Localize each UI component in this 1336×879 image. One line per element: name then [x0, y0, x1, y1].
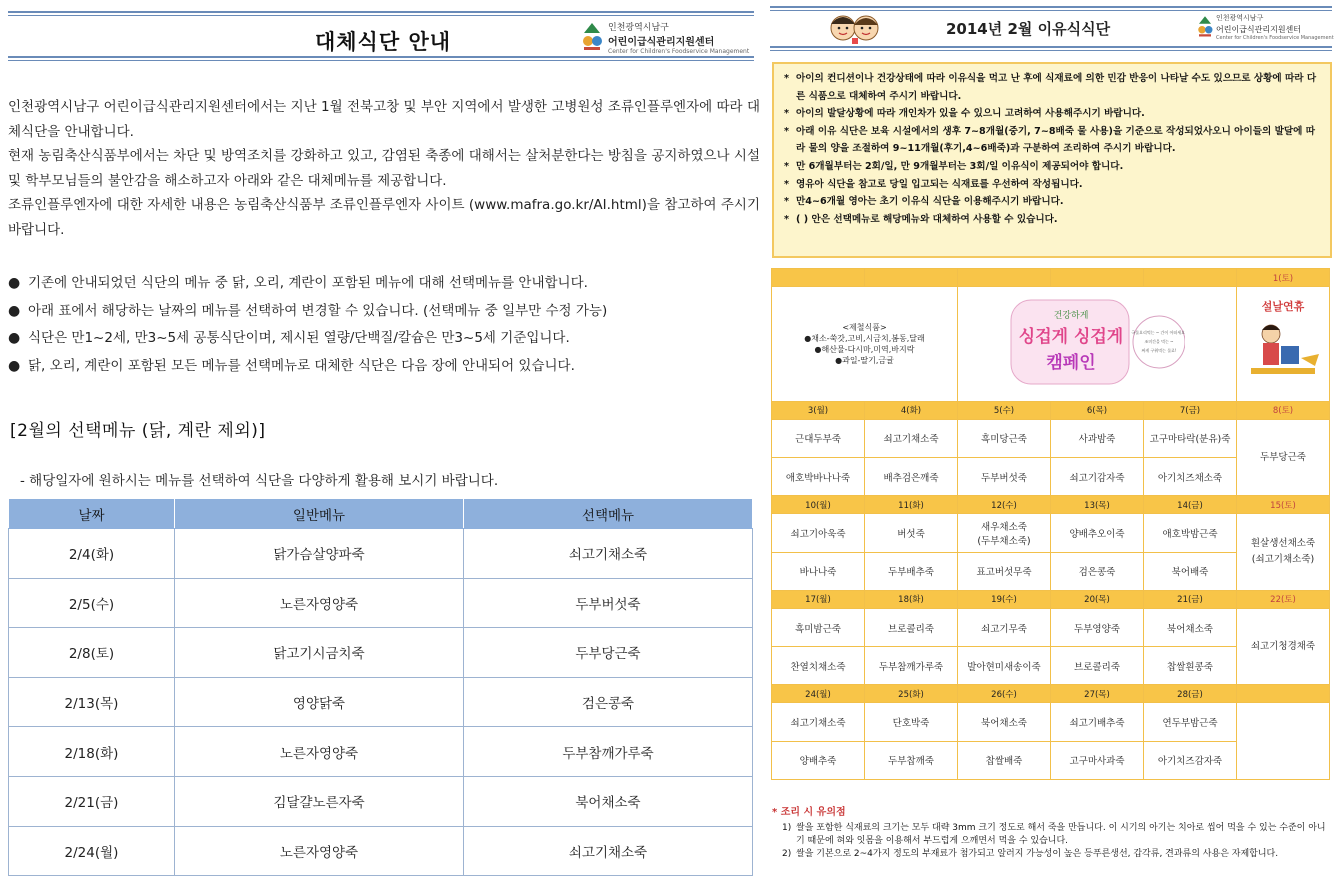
notice-text: 아래 이유 식단은 보육 시설에서의 생후 7~8개월(중기, 7~8배죽 물 사용)을 기준으로 작성되었사오니 아이들의 발달에 따라 물의 양을 조절하여 9~11개월(후기,4~6배죽)과 구분하여 조리하여 주시기 바랍니다.	[796, 125, 1315, 155]
menu-cell: 새우채소죽 (두부채소죽)	[958, 514, 1051, 552]
guide-bullets	[8, 270, 760, 380]
cell-date: 2/4(화)	[9, 529, 175, 579]
calendar-date-cell: 10(월)	[772, 496, 865, 514]
notice-item	[784, 211, 1320, 229]
notice-text: 아이의 컨디션이나 건강상태에 따라 이유식을 먹고 난 후에 식재료에 의한 민감 반응이 나타날 수도 있으므로 상황에 따라 다른 식품으로 대체하여 주시기 바랍니다.	[796, 73, 1317, 102]
calendar-date-cell: 8(토)	[1237, 401, 1330, 419]
cell-regular-menu: 노른자영양죽	[175, 727, 464, 777]
menu-cell: 바나나죽	[772, 552, 865, 590]
intro-paragraph: 조류인플루엔자에 대한 자세한 내용은 농림축산식품부 조류인플루엔자 사이트 (www.mafra.go.kr/AI.html)을 참고하여 주시기 바랍니다.	[8, 197, 760, 238]
logo-district: 인천광역시남구	[608, 23, 669, 33]
calendar-date-cell: 21(금)	[1144, 590, 1237, 608]
calendar-menu-row	[772, 608, 1330, 646]
calendar-date-cell	[865, 269, 958, 287]
cell-choice-menu: 북어채소죽	[464, 776, 753, 826]
seasonal-food-list	[772, 322, 957, 366]
notice-item	[784, 158, 1320, 176]
alternative-menu-table	[8, 498, 753, 876]
menu-cell: 흑미밤근죽	[772, 608, 865, 646]
tip-text: 쌀을 기본으로 2~4가지 정도의 부재료가 첨가되고 알러지 가능성이 높은 등푸른생선, 갑각류, 견과류의 사용은 자제합니다.	[796, 849, 1279, 859]
calendar-date-cell: 5(수)	[958, 401, 1051, 419]
table-row	[9, 677, 753, 727]
intro-paragraph: 인천광역시남구 어린이급식관리지원센터에서는 지난 1월 전북고창 및 부안 지역에서 발생한 고병원성 조류인플루엔자에 따라 대체식단을 안내합니다.	[8, 99, 760, 140]
saturday-menu-cell	[1237, 703, 1330, 780]
menu-cell: 양배추오이죽	[1051, 514, 1144, 552]
menu-cell: 검은콩죽	[1051, 552, 1144, 590]
menu-cell: 아기치즈감자죽	[1144, 741, 1237, 779]
logo-english: Center for Children's Foodservice Management	[608, 48, 750, 55]
menu-cell: 두부영양죽	[1051, 608, 1144, 646]
bullet-item	[8, 353, 760, 381]
logo-center-name: 어린이급식관리지원센터	[1216, 25, 1302, 34]
calendar-date-cell: 4(화)	[865, 401, 958, 419]
section-note: - 해당일자에 원하시는 메뉴를 선택하여 식단을 다양하게 활용해 보시기 바랍니다.	[20, 473, 499, 489]
cell-choice-menu: 쇠고기채소죽	[464, 529, 753, 579]
new-year-label: 설날연휴	[1261, 300, 1305, 314]
seasonal-food-line: ●채소-쑥갓,고비,시금치,봄동,달래	[804, 333, 925, 343]
notice-item	[784, 105, 1320, 123]
cell-choice-menu: 검은콩죽	[464, 677, 753, 727]
cell-choice-menu: 두부당근죽	[464, 628, 753, 678]
menu-cell: 찹쌀배죽	[958, 741, 1051, 779]
saturday-menu-line: 두부당근죽	[1260, 451, 1306, 463]
menu-cell: 근대두부죽	[772, 419, 865, 457]
bullet-dot-icon: ●	[8, 302, 21, 319]
logo-english: Center for Children's Foodservice Management	[1216, 35, 1334, 41]
bullet-text: 기존에 안내되었던 식단의 메뉴 중 닭, 오리, 계란이 포함된 메뉴에 대해 선택메뉴를 안내합니다.	[28, 275, 588, 291]
low-salt-campaign-banner	[1009, 296, 1185, 388]
menu-cell: 아기치즈채소죽	[1144, 458, 1237, 496]
campaign-big-text: 캠페인	[1046, 353, 1096, 374]
calendar-date-cell: 24(월)	[772, 685, 865, 703]
menu-cell: 사과밤죽	[1051, 419, 1144, 457]
cell-choice-menu: 쇠고기채소죽	[464, 826, 753, 876]
new-year-holiday-illustration	[1243, 296, 1323, 388]
tips-title: * 조리 시 유의점	[772, 807, 846, 818]
menu-cell: 쇠고기감자죽	[1051, 458, 1144, 496]
table-row	[9, 776, 753, 826]
baby-food-menu-panel	[768, 0, 1336, 879]
center-logo-icon	[1196, 14, 1214, 38]
calendar-date-row	[772, 496, 1330, 514]
menu-cell: 쇠고기채소죽	[865, 419, 958, 457]
tip-item	[772, 848, 1332, 861]
star-icon: *	[784, 125, 790, 137]
table-row	[9, 727, 753, 777]
menu-cell: 쇠고기배추죽	[1051, 703, 1144, 741]
calendar-date-cell: 11(화)	[865, 496, 958, 514]
kids-illustration-icon	[826, 8, 882, 48]
calendar-date-cell: 27(목)	[1051, 685, 1144, 703]
cell-date: 2/5(수)	[9, 578, 175, 628]
tip-item	[772, 822, 1332, 848]
campaign-cell	[958, 287, 1237, 402]
title-rule	[8, 56, 754, 61]
new-year-cell	[1237, 287, 1330, 402]
calendar-first-week-row	[772, 287, 1330, 402]
menu-cell: 애호박바나나죽	[772, 458, 865, 496]
tip-text: 쌀을 포함한 식재료의 크기는 모두 대략 3mm 크기 정도로 해서 죽을 만듭니다. 이 시기의 아기는 치아로 씹어 먹을 수 있는 수준이 아니기 때문에 혀와 잇몸을 이용해서 부드럽게 으깨면서 먹을 수 있습니다.	[796, 823, 1326, 846]
seasonal-food-cell	[772, 287, 958, 402]
menu-cell: 브로콜리죽	[1051, 647, 1144, 685]
calendar-date-cell: 15(토)	[1237, 496, 1330, 514]
table-row	[9, 826, 753, 876]
calendar-date-cell: 3(월)	[772, 401, 865, 419]
intro-paragraph: 현재 농림축산식품부에서는 차단 및 방역조치를 강화하고 있고, 감염된 축종에 대해서는 살처분한다는 방침을 공지하였으나 시설 및 학부모님들의 불안감을 해소하고자 아래와 같은 대체메뉴를 제공합니다.	[8, 148, 760, 189]
page-title: 대체식단 안내	[314, 30, 452, 54]
calendar-date-cell: 19(수)	[958, 590, 1051, 608]
bullet-dot-icon: ●	[8, 330, 21, 346]
cell-choice-menu: 두부참깨가루죽	[464, 727, 753, 777]
header-regular-menu: 일반메뉴	[175, 499, 464, 529]
calendar-date-cell: 28(금)	[1144, 685, 1237, 703]
menu-cell: 두부참깨가루죽	[865, 647, 958, 685]
menu-cell: 쇠고기채소죽	[772, 703, 865, 741]
baby-food-calendar	[771, 268, 1330, 780]
saturday-menu-cell	[1237, 608, 1330, 685]
seasonal-food-line: ●해산물-다시마,미역,바지락	[814, 344, 915, 354]
calendar-menu-row	[772, 419, 1330, 457]
notice-item	[784, 70, 1320, 105]
cell-regular-menu: 닭가슴살양파죽	[175, 529, 464, 579]
calendar-date-cell: 26(수)	[958, 685, 1051, 703]
cell-regular-menu: 노른자영양죽	[175, 578, 464, 628]
menu-cell: 고구마사과죽	[1051, 741, 1144, 779]
bullet-item	[8, 270, 760, 298]
calendar-date-cell: 20(목)	[1051, 590, 1144, 608]
top-rule	[8, 11, 754, 16]
table-header-row	[9, 499, 753, 529]
cell-date: 2/13(목)	[9, 677, 175, 727]
table-row	[9, 529, 753, 579]
menu-cell: 두부배추죽	[865, 552, 958, 590]
section-title: [2월의 선택메뉴 (닭, 계란 제외)]	[10, 421, 266, 441]
cooking-tips	[772, 806, 1332, 861]
calendar-date-cell: 7(금)	[1144, 401, 1237, 419]
saturday-menu-line: (쇠고기채소죽)	[1251, 554, 1315, 566]
header-choice-menu: 선택메뉴	[464, 499, 753, 529]
bullet-item	[8, 325, 760, 353]
bullet-text: 아래 표에서 해당하는 날짜의 메뉴를 선택하여 변경할 수 있습니다. (선택메뉴 중 일부만 수정 가능)	[28, 302, 608, 319]
menu-cell: 브로콜리죽	[865, 608, 958, 646]
menu-cell: 쇠고기아욱죽	[772, 514, 865, 552]
notice-item	[784, 176, 1320, 194]
calendar-date-row	[772, 401, 1330, 419]
calendar-menu-row	[772, 703, 1330, 741]
menu-cell: 찹쌀흰콩죽	[1144, 647, 1237, 685]
notice-text: 영유아 식단을 참고로 당일 입고되는 식재료를 우선하여 작성됩니다.	[796, 178, 1083, 190]
bullet-text: 식단은 만1~2세, 만3~5세 공통식단이며, 제시된 열량/단백질/칼슘은 만3~5세 기준입니다.	[28, 330, 570, 346]
menu-cell: 흑미당근죽	[958, 419, 1051, 457]
cell-regular-menu: 노른자영양죽	[175, 826, 464, 876]
center-logo	[580, 19, 760, 57]
campaign-bubble-text: 국물요리먹는 ~ 간이 어떠세요!	[1131, 330, 1185, 336]
menu-cell: 북어채소죽	[1144, 608, 1237, 646]
menu-cell: 쇠고기무죽	[958, 608, 1051, 646]
tip-number: 1)	[782, 823, 792, 833]
menu-cell: 찬열치채소죽	[772, 647, 865, 685]
saturday-menu-cell	[1237, 419, 1330, 496]
calendar-date-cell: 17(월)	[772, 590, 865, 608]
notice-text: ( ) 안은 선택메뉴로 해당메뉴와 대체하여 사용할 수 있습니다.	[796, 213, 1058, 225]
menu-cell: 애호박밤근죽	[1144, 514, 1237, 552]
notice-text: 만4~6개월 영아는 초기 이유식 식단을 이용해주시기 바랍니다.	[796, 196, 1064, 208]
cell-date: 2/18(화)	[9, 727, 175, 777]
calendar-date-cell: 18(화)	[865, 590, 958, 608]
bullet-dot-icon: ●	[8, 357, 21, 374]
calendar-date-cell: 6(목)	[1051, 401, 1144, 419]
menu-cell: 북어채소죽	[958, 703, 1051, 741]
cell-regular-menu: 영양닭죽	[175, 677, 464, 727]
calendar-date-cell: 22(토)	[1237, 590, 1330, 608]
cell-date: 2/8(토)	[9, 628, 175, 678]
cell-date: 2/24(월)	[9, 826, 175, 876]
notice-box	[772, 62, 1332, 258]
calendar-menu-row	[772, 514, 1330, 552]
calendar-date-row	[772, 590, 1330, 608]
intro-text	[8, 95, 760, 242]
calendar-date-cell	[1144, 269, 1237, 287]
logo-center-name: 어린이급식관리지원센터	[608, 37, 715, 48]
star-icon: *	[784, 178, 790, 190]
notice-item	[784, 123, 1320, 158]
campaign-bubble-text: 짜게 구워먹는 물료!	[1141, 348, 1177, 354]
menu-title: 2014년 2월 이유식식단	[946, 20, 1111, 38]
menu-cell: 북어배죽	[1144, 552, 1237, 590]
cell-regular-menu: 김달걀노른자죽	[175, 776, 464, 826]
bullet-dot-icon: ●	[8, 275, 21, 291]
seasonal-food-title: <제철식품>	[842, 322, 887, 332]
calendar-date-cell	[958, 269, 1051, 287]
cell-regular-menu: 닭고기시금치죽	[175, 628, 464, 678]
table-row	[9, 628, 753, 678]
notice-text: 만 6개월부터는 2회/일, 만 9개월부터는 3회/일 이유식이 제공되어야 합니다.	[796, 160, 1124, 172]
tip-number: 2)	[782, 849, 792, 859]
calendar-date-row	[772, 685, 1330, 703]
calendar-date-cell	[1237, 685, 1330, 703]
campaign-big-text: 싱겁게 싱겁게	[1018, 327, 1124, 348]
calendar-date-cell	[772, 269, 865, 287]
menu-cell: 버섯죽	[865, 514, 958, 552]
table-row	[9, 578, 753, 628]
star-icon: *	[784, 73, 790, 84]
menu-cell: 두부버섯죽	[958, 458, 1051, 496]
star-icon: *	[784, 108, 790, 120]
title-rule	[770, 46, 1332, 51]
header-date: 날짜	[9, 499, 175, 529]
calendar-date-cell: 1(토)	[1237, 269, 1330, 287]
cell-date: 2/21(금)	[9, 776, 175, 826]
menu-cell: 연두부밤근죽	[1144, 703, 1237, 741]
menu-cell: 두부찹깨죽	[865, 741, 958, 779]
menu-cell: 단호박죽	[865, 703, 958, 741]
menu-cell: 배추검은깨죽	[865, 458, 958, 496]
center-logo	[1196, 12, 1334, 44]
center-logo-icon	[580, 21, 604, 51]
bullet-item	[8, 298, 760, 326]
saturday-menu-line: 쇠고기청경채죽	[1250, 640, 1316, 652]
menu-cell: 표고버섯무죽	[958, 552, 1051, 590]
calendar-date-row	[772, 269, 1330, 287]
star-icon: *	[784, 213, 790, 225]
star-icon: *	[784, 160, 790, 172]
notice-item	[784, 193, 1320, 211]
saturday-menu-line: 흰살생선채소죽	[1250, 538, 1316, 550]
calendar-date-cell: 12(수)	[958, 496, 1051, 514]
saturday-menu-cell	[1237, 514, 1330, 591]
calendar-date-cell: 13(목)	[1051, 496, 1144, 514]
cell-choice-menu: 두부버섯죽	[464, 578, 753, 628]
menu-cell: 발아현미새송이죽	[958, 647, 1051, 685]
notice-text: 아이의 발달상황에 따라 개인차가 있을 수 있으니 고려하여 사용해주시기 바랍니다.	[796, 108, 1145, 120]
menu-cell: 고구마타락(분유)죽	[1144, 419, 1237, 457]
campaign-bubble-text: 조미간을 먹는 ~	[1144, 339, 1174, 345]
calendar-date-cell: 14(금)	[1144, 496, 1237, 514]
logo-district: 인천광역시남구	[1216, 14, 1264, 22]
bullet-text: 닭, 오리, 계란이 포함된 모든 메뉴를 선택메뉴로 대체한 식단은 다음 장에 안내되어 있습니다.	[28, 357, 575, 374]
seasonal-food-line: ●과일-딸기,금귤	[835, 355, 894, 365]
campaign-top-text: 건강하게	[1053, 311, 1089, 322]
calendar-date-cell: 25(화)	[865, 685, 958, 703]
calendar-date-cell	[1051, 269, 1144, 287]
star-icon: *	[784, 196, 790, 208]
menu-cell: 양배추죽	[772, 741, 865, 779]
